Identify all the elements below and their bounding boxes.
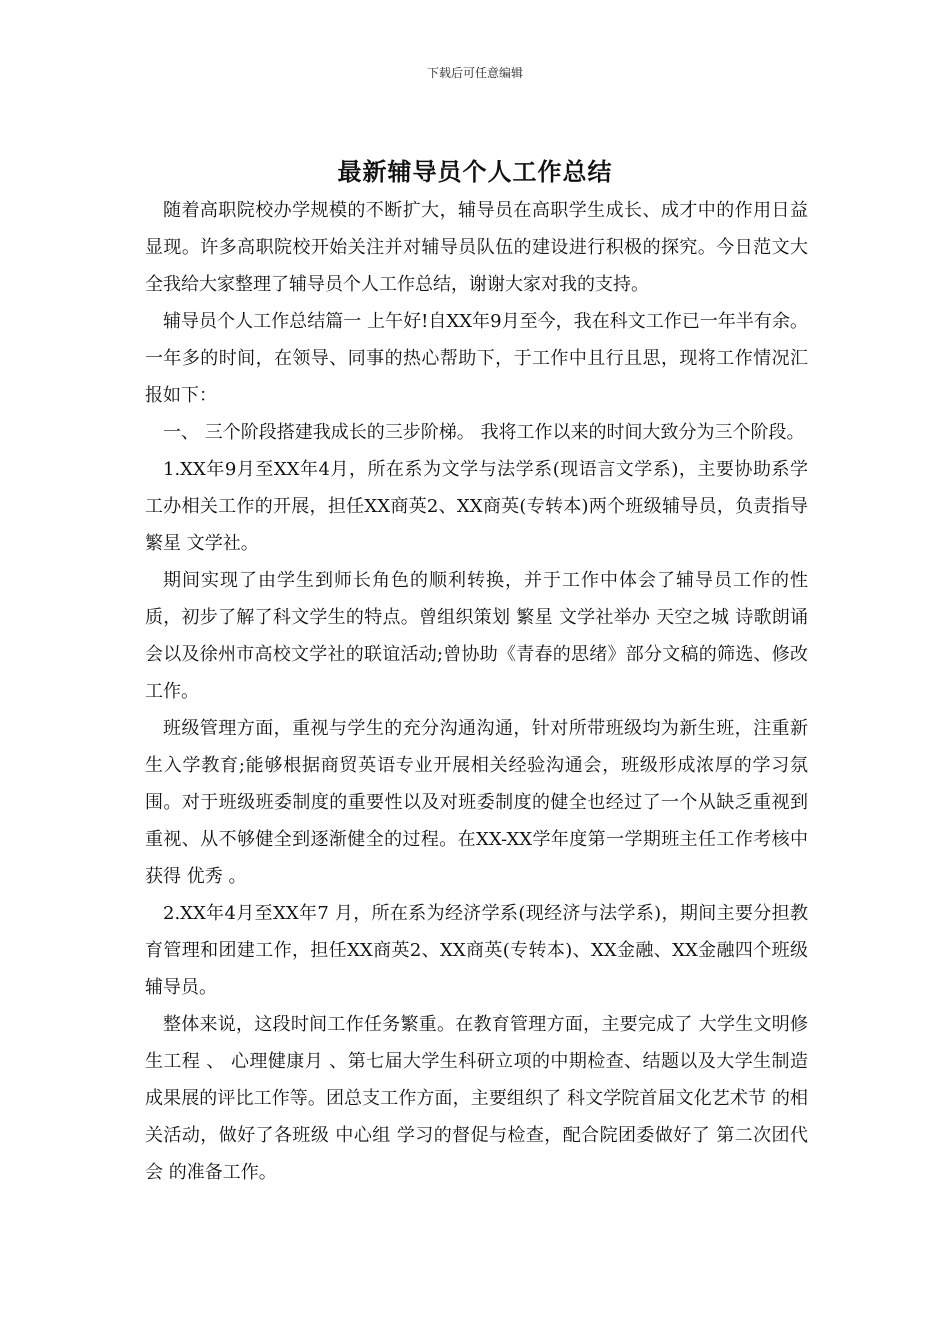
document-body bbox=[145, 192, 808, 1191]
paragraph-stage-one-details: 期间实现了由学生到师长角色的顺利转换，并于工作中体会了辅导员工作的性质，初步了解了科文学生的特点。曾组织策划 繁星 文学社举办 天空之城 诗歌朗诵会以及徐州市高校文学社的联谊活动;曾协助《青春的思绪》部分文稿的筛选、修改工作。 bbox=[145, 570, 808, 702]
paragraph-intro: 随着高职院校办学规模的不断扩大，辅导员在高职学生成长、成才中的作用日益显现。许多高职院校开始关注并对辅导员队伍的建设进行积极的探究。今日范文大全我给大家整理了辅导员个人工作总结，谢谢大家对我的支持。 bbox=[145, 200, 808, 295]
paragraph-stage-overview: 一、 三个阶段搭建我成长的三步阶梯。 我将工作以来的时间大致分为三个阶段。 bbox=[163, 422, 805, 443]
paragraph-section-one-opening: 辅导员个人工作总结篇一 上午好!自XX年9月至今，我在科文工作已一年半有余。一年多的时间，在领导、同事的热心帮助下，于工作中且行且思，现将工作情况汇报如下： bbox=[145, 311, 808, 406]
paragraph-stage-two-details: 整体来说，这段时间工作任务繁重。在教育管理方面，主要完成了 大学生文明修生工程 、 心理健康月 、第七届大学生科研立项的中期检查、结题以及大学生制造成果展的评比工作等。团总支工作方面，主要组织了 科文学院首届文化艺术节 的相关活动，做好了各班级 中心组 学习的督促与检查，配合院团委做好了 第二次团代会 的准备工作。 bbox=[145, 1014, 808, 1183]
paragraph-class-management: 班级管理方面，重视与学生的充分沟通沟通，针对所带班级均为新生班，注重新生入学教育;能够根据商贸英语专业开展相关经验沟通会，班级形成浓厚的学习氛围。对于班级班委制度的重要性以及对班委制度的健全也经过了一个从缺乏重视到重视、从不够健全到逐渐健全的过程。在XX-XX学年度第一学期班主任工作考核中获得 优秀 。 bbox=[145, 718, 808, 887]
paragraph-stage-two: 2.XX年4月至XX年7 月，所在系为经济学系(现经济与法学系)，期间主要分担教育管理和团建工作，担任XX商英2、XX商英(专转本)、XX金融、XX金融四个班级辅导员。 bbox=[145, 903, 808, 998]
document-title: 最新辅导员个人工作总结 bbox=[337, 158, 613, 186]
paragraph-stage-one: 1.XX年9月至XX年4月，所在系为文学与法学系(现语言文学系)，主要协助系学工办相关工作的开展，担任XX商英2、XX商英(专转本)两个班级辅导员，负责指导 繁星 文学社。 bbox=[145, 459, 808, 554]
header-note: 下载后可任意编辑 bbox=[426, 66, 523, 80]
